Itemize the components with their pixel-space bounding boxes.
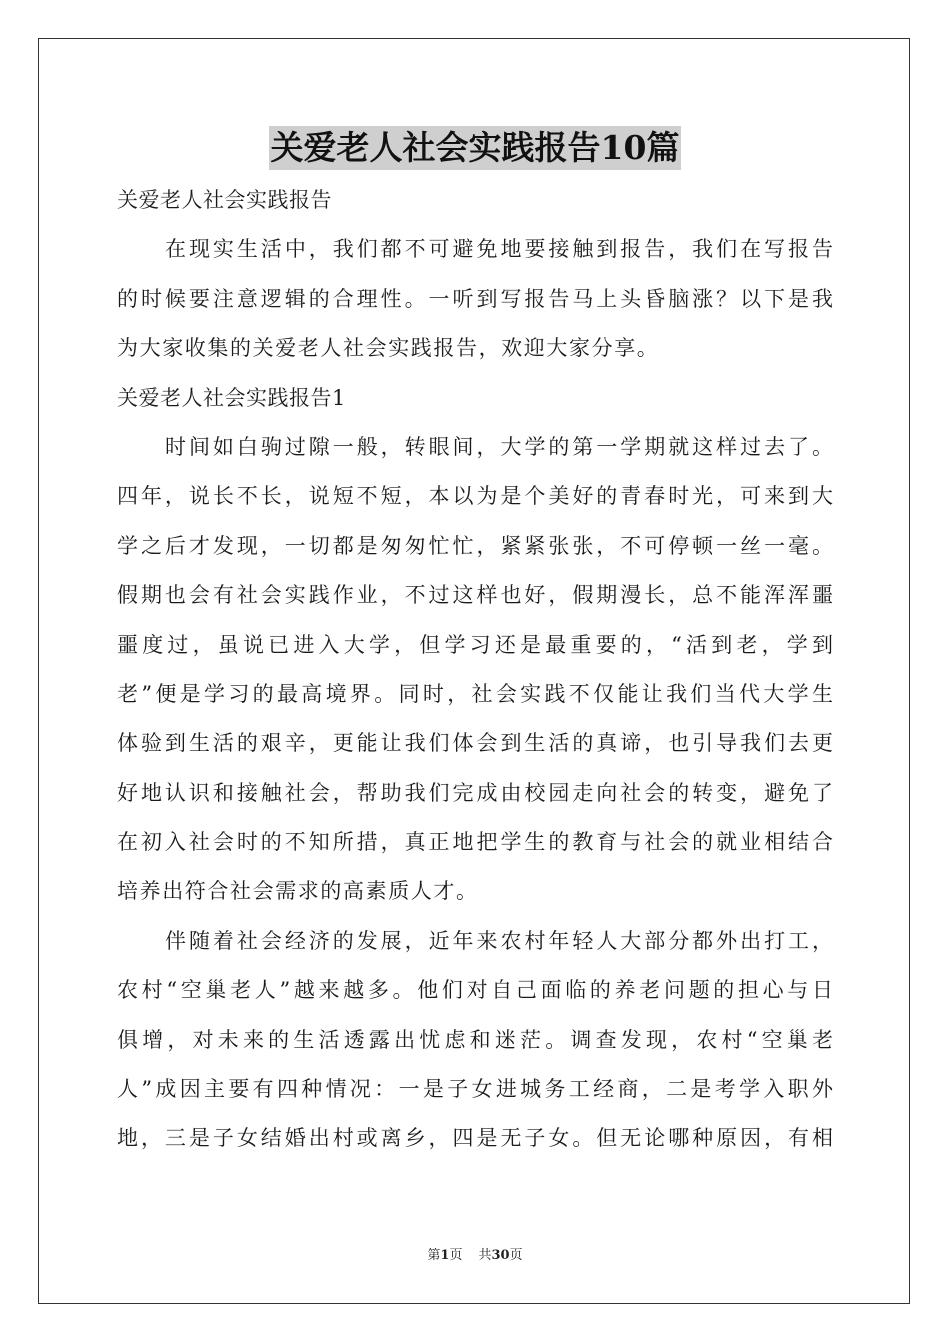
paragraph-last-line: 培养出符合社会需求的高素质人才。 <box>117 879 479 904</box>
paragraph-line: 四年，说长不长，说短不短，本以为是个美好的青春时光，可来到大 <box>117 484 833 509</box>
paragraph-line: 人”成因主要有四种情况：一是子女进城务工经商，二是考学入职外 <box>117 1077 833 1102</box>
section-heading: 关爱老人社会实践报告 <box>117 188 332 212</box>
paragraph-line: 体验到生活的艰辛，更能让我们体会到生活的真谛，也引导我们去更 <box>117 731 833 756</box>
paragraph-first-line: 时间如白驹过隙一般，转眼间，大学的第一学期就这样过去了。 <box>165 434 833 459</box>
page-footer <box>0 1244 950 1263</box>
paragraph-line: 学之后才发现，一切都是匆匆忙忙，紧紧张张，不可停顿一丝一毫。 <box>117 533 833 558</box>
paragraph-line: 俱增，对未来的生活透露出忧虑和迷茫。调查发现，农村“空巢老 <box>117 1027 833 1052</box>
paragraph-line: 农村“空巢老人”越来越多。他们对自己面临的养老问题的担心与日 <box>117 978 833 1003</box>
document-body <box>117 176 833 1164</box>
paragraph-line: 假期也会有社会实践作业，不过这样也好，假期漫长，总不能浑浑噩 <box>117 583 833 608</box>
paragraph-line: 地，三是子女结婚出村或离乡，四是无子女。但无论哪种原因，有相 <box>117 1126 833 1151</box>
page-number-prefix: 第 <box>427 1248 441 1263</box>
paragraph-line: 噩度过，虽说已进入大学，但学习还是最重要的，“活到老，学到 <box>117 632 833 657</box>
paragraph-first-line: 伴随着社会经济的发展，近年来农村年轻人大部分都外出打工， <box>165 928 833 953</box>
document-title: 关爱老人社会实践报告10篇 <box>269 126 682 170</box>
section-heading: 关爱老人社会实践报告1 <box>117 385 346 410</box>
paragraph-line: 好地认识和接触社会，帮助我们完成由校园走向社会的转变，避免了 <box>117 780 833 805</box>
paragraph-line: 老”便是学习的最高境界。同时，社会实践不仅能让我们当代大学生 <box>117 681 833 706</box>
paragraph-line: 的时候要注意逻辑的合理性。一听到写报告马上头昏脑涨？以下是我 <box>117 286 833 311</box>
paragraph-last-line: 为大家收集的关爱老人社会实践报告，欢迎大家分享。 <box>117 336 660 361</box>
total-pages-prefix: 共 <box>478 1248 492 1263</box>
page-number-suffix: 页 <box>449 1248 463 1263</box>
total-pages-suffix: 页 <box>509 1248 523 1263</box>
paragraph-line: 在初入社会时的不知所措，真正地把学生的教育与社会的就业相结合 <box>117 830 833 855</box>
total-page-count: 30 <box>491 1248 510 1263</box>
current-page-number: 1 <box>440 1248 450 1263</box>
paragraph-first-line: 在现实生活中，我们都不可避免地要接触到报告，我们在写报告 <box>165 237 833 262</box>
title-container <box>0 126 950 170</box>
